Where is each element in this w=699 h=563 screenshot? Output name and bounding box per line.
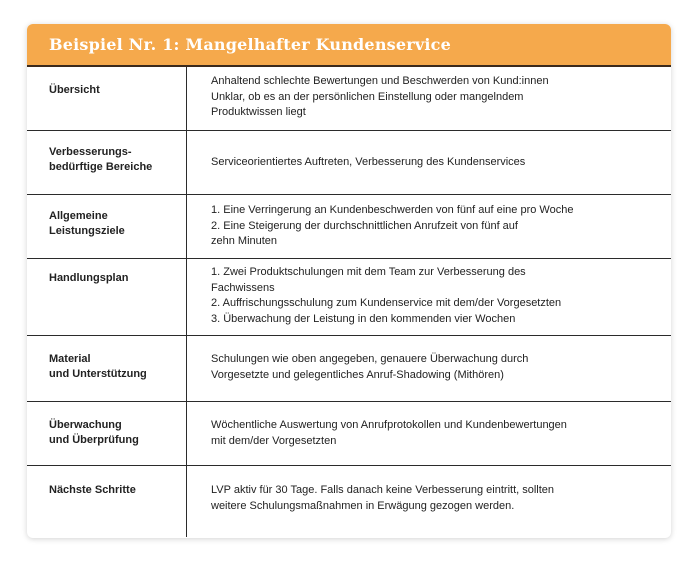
- row-label: Überwachung und Überprüfung: [27, 402, 187, 465]
- row-content: [187, 336, 671, 401]
- content-line: 2. Eine Steigerung der durchschnittlichen Anrufzeit von fünf auf: [211, 219, 518, 232]
- content-line: Schulungen wie oben angegeben, genauere Überwachung durch: [211, 353, 529, 365]
- plan-card: [27, 24, 671, 538]
- row-label: Material und Unterstützung: [27, 336, 187, 401]
- content-line: Produktwissen liegt: [211, 106, 306, 119]
- row-content: [187, 67, 671, 130]
- table-row: [27, 67, 671, 131]
- content-line: Serviceorientiertes Auftreten, Verbesserung des Kundenservices: [211, 156, 526, 168]
- table-row: [27, 195, 671, 259]
- row-content: [187, 259, 671, 335]
- content-line: 1. Zwei Produktschulungen mit dem Team zur Verbesserung des: [211, 266, 526, 278]
- table-row: [27, 402, 671, 466]
- card-title: Beispiel Nr. 1: Mangelhafter Kundenservice: [27, 24, 671, 67]
- content-line: Anhaltend schlechte Bewertungen und Beschwerden von Kund:innen: [211, 75, 549, 87]
- content-line: Unklar, ob es an der persönlichen Einstellung oder mangelndem: [211, 90, 524, 103]
- row-label: Verbesserungs- bedürftige Bereiche: [27, 131, 187, 194]
- row-content: [187, 402, 671, 465]
- row-label: Handlungsplan: [27, 259, 187, 335]
- row-label: Allgemeine Leistungsziele: [27, 195, 187, 258]
- content-line: 1. Eine Verringerung an Kundenbeschwerden von fünf auf eine pro Woche: [211, 204, 574, 216]
- content-line: 2. Auffrischungsschulung zum Kundenservice mit dem/der Vorgesetzten: [211, 297, 562, 310]
- content-line: Vorgesetzte und gelegentliches Anruf-Shadowing (Mithören): [211, 368, 504, 381]
- row-content: [187, 466, 671, 537]
- row-content: [187, 195, 671, 258]
- table-row: [27, 466, 671, 537]
- row-label: Nächste Schritte: [27, 466, 187, 537]
- content-line: mit dem/der Vorgesetzten: [211, 434, 337, 447]
- content-line: LVP aktiv für 30 Tage. Falls danach keine Verbesserung eintritt, sollten: [211, 484, 555, 496]
- table-row: [27, 336, 671, 402]
- row-label: Übersicht: [27, 67, 187, 130]
- content-line: Wöchentliche Auswertung von Anrufprotokollen und Kundenbewertungen: [211, 419, 567, 431]
- content-line: 3. Überwachung der Leistung in den kommenden vier Wochen: [211, 312, 516, 325]
- content-line: weitere Schulungsmaßnahmen in Erwägung gezogen werden.: [211, 499, 515, 512]
- table-row: [27, 131, 671, 195]
- content-line: zehn Minuten: [211, 235, 278, 248]
- row-content: [187, 131, 671, 194]
- table-row: [27, 259, 671, 336]
- content-line: Fachwissens: [211, 281, 275, 294]
